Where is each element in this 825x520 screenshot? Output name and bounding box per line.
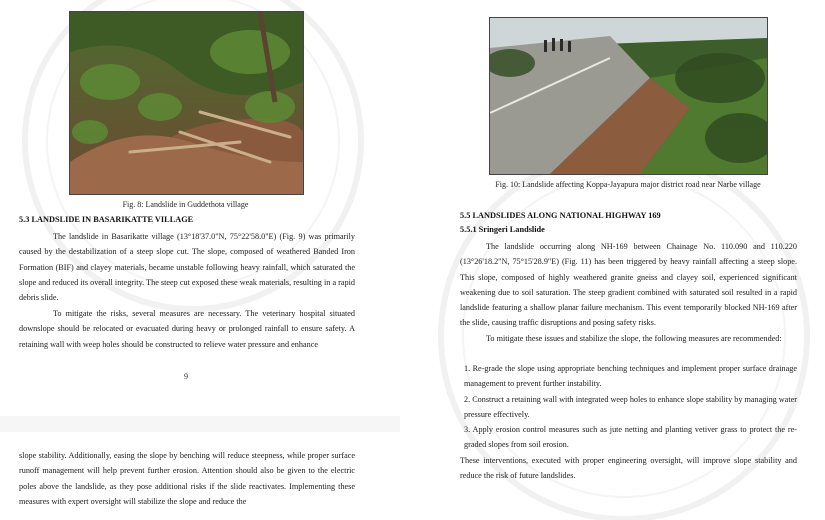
- section-heading-5-3: 5.3 LANDSLIDE IN BASARIKATTE VILLAGE: [19, 215, 194, 224]
- document-page-left-next: [0, 432, 400, 520]
- measures-list: [460, 361, 797, 453]
- figure-8-caption: Fig. 8: Landslide in Guddethota village: [122, 200, 249, 209]
- section-heading-5-5: 5.5 LANDSLIDES ALONG NATIONAL HIGHWAY 169: [460, 211, 661, 220]
- paragraph: The landslide occurring along NH-169 between Chainage No. 110.090 and 110.220 (13°26'18.2"N, 75°15'28.9"E) (Fig. 11) has been triggered by heavy rainfall affecting a steep slope. This slope, composed of highly weathered granite gneiss and clayey soil, experienced significant weakening due to soil saturation. The steep gradient combined with saturated soil resulted in a rapid landslide featuring a shallow planar failure mechanism. This event temporarily blocked NH-169 after the slide, causing traffic disruptions and posing safety risks.: [460, 242, 797, 328]
- paragraph: These interventions, executed with proper engineering oversight, will improve slope stability and reduce the risk of future landslides.: [460, 456, 797, 481]
- document-page-right: [418, 0, 825, 520]
- figure-8-photo: [69, 11, 304, 195]
- paragraph: To mitigate the risks, several measures are necessary. The veterinary hospital situated downslope should be relocated or evacuated during heavy or prolonged rainfall to ensure safety. A retaining wall with weep holes should be constructed to relieve water pressure and enhance: [19, 309, 355, 349]
- page-number: 9: [184, 372, 188, 381]
- subsection-heading-5-5-1: 5.5.1 Sringeri Landslide: [460, 225, 545, 234]
- list-item: 3. Apply erosion control measures such as jute netting and planting vetiver grass to protect the re-graded slopes from soil erosion.: [464, 425, 797, 450]
- paragraph: slope stability. Additionally, easing the slope by benching will reduce steepness, while proper surface runoff management will help prevent further erosion. Attention should also be given to the electric poles above the landslide, as they pose additional risks if the slide reactivates. Implementing these measures with expert oversight will stabilize the slope and reduce the: [19, 451, 355, 506]
- list-item: 2. Construct a retaining wall with integrated weep holes to enhance slope stability by managing water pressure effectively.: [464, 394, 797, 419]
- landslide-image: [490, 18, 767, 174]
- list-item: 1. Re-grade the slope using appropriate benching techniques and implement proper surface drainage management to prevent further instability.: [464, 364, 797, 389]
- figure-10-caption: Fig. 10: Landslide affecting Koppa-Jayapura major district road near Narbe village: [495, 180, 761, 189]
- paragraph: To mitigate these issues and stabilize the slope, the following measures are recommended:: [486, 334, 782, 343]
- paragraph: The landslide in Basarikatte village (13°18'37.0"N, 75°22'58.0"E) (Fig. 9) was primarily caused by the destabilization of a steep slope cut. The slope, composed of weathered Banded Iron Formation (BIF) and clayey materials, became unstable following heavy rainfall, which saturated the slope and reduced its overall integrity. The steep cut exposed these weak materials, resulting in a rapid debris slide.: [19, 232, 355, 303]
- landslide-image: [70, 12, 303, 194]
- figure-10-photo: [489, 17, 768, 175]
- document-page-left: [0, 0, 400, 416]
- page-separator: [0, 416, 400, 432]
